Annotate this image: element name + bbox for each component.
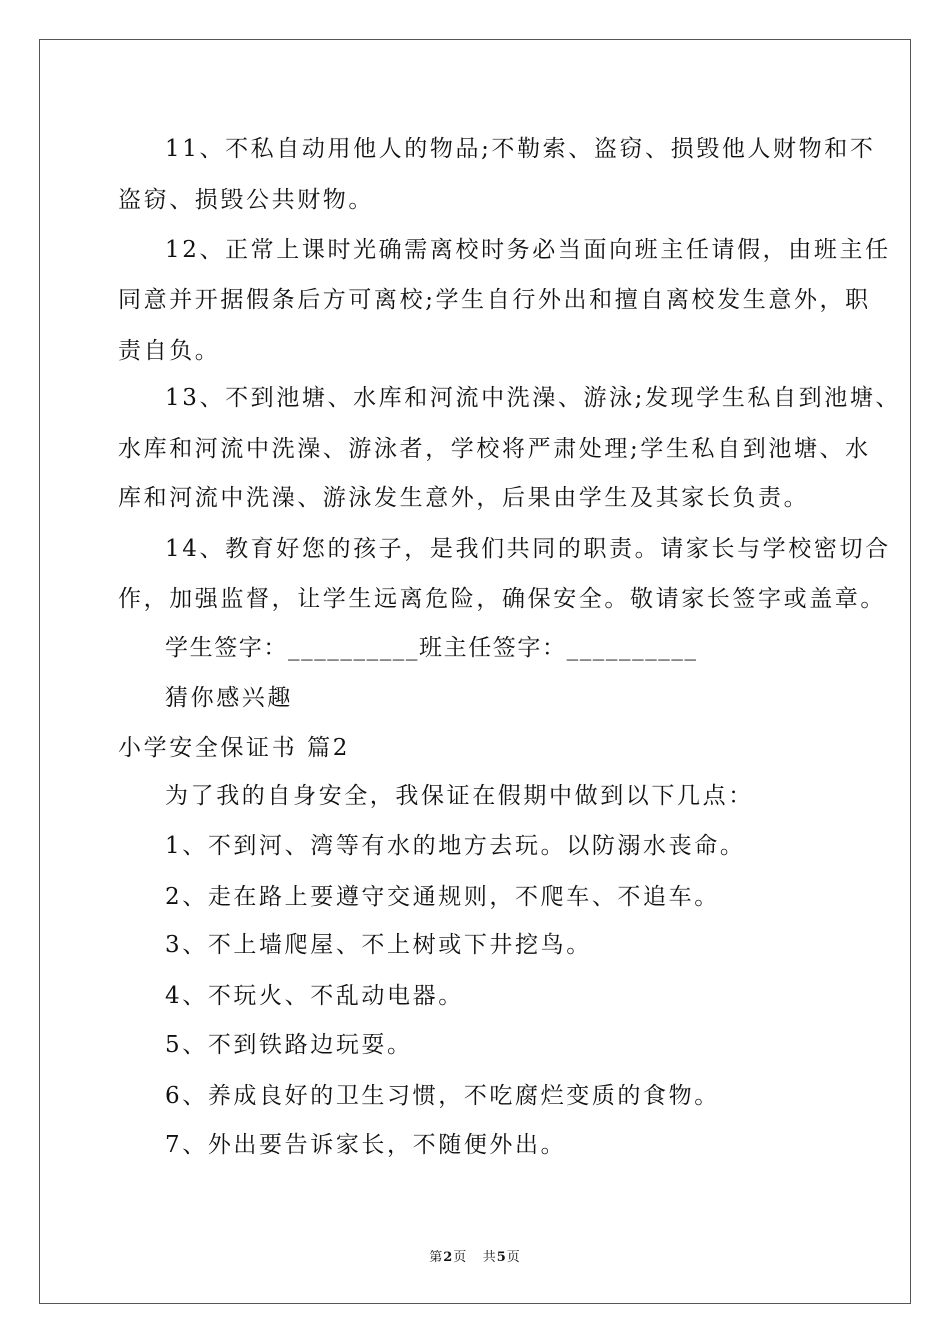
paragraph-line: 同意并开据假条后方可离校;学生自行外出和擅自离校发生意外，职 <box>118 287 871 313</box>
paragraph-line: 库和河流中洗澡、游泳发生意外，后果由学生及其家长负责。 <box>118 485 810 511</box>
paragraph-line: 为了我的自身安全，我保证在假期中做到以下几点： <box>165 783 754 809</box>
list-item: 1、不到河、湾等有水的地方去玩。以防溺水丧命。 <box>165 833 746 859</box>
paragraph-line: 14、教育好您的孩子，是我们共同的职责。请家长与学校密切合 <box>165 536 891 562</box>
page-footer <box>0 1246 950 1265</box>
list-item: 5、不到铁路边玩耍。 <box>165 1032 413 1058</box>
paragraph-line: 11、不私自动用他人的物品;不勒索、盗窃、损毁他人财物和不 <box>165 136 876 162</box>
list-item: 2、走在路上要遵守交通规则，不爬车、不追车。 <box>165 884 720 910</box>
total-pages: 5 <box>496 1250 507 1265</box>
paragraph-line: 责自负。 <box>118 338 221 364</box>
section-label: 猜你感兴趣 <box>165 685 293 711</box>
total-prefix: 共 <box>482 1250 497 1265</box>
total-suffix: 页 <box>506 1250 521 1265</box>
signature-line: 学生签字：__________班主任签字：__________ <box>165 635 698 661</box>
paragraph-line: 12、正常上课时光确需离校时务必当面向班主任请假，由班主任 <box>165 237 891 263</box>
list-item: 3、不上墙爬屋、不上树或下井挖鸟。 <box>165 932 592 958</box>
list-item: 6、养成良好的卫生习惯，不吃腐烂变质的食物。 <box>165 1083 720 1109</box>
paragraph-line: 13、不到池塘、水库和河流中洗澡、游泳;发现学生私自到池塘、 <box>165 385 902 411</box>
list-item: 7、外出要告诉家长，不随便外出。 <box>165 1132 567 1158</box>
paragraph-line: 盗窃、损毁公共财物。 <box>118 187 374 213</box>
page-number: 2 <box>443 1250 454 1265</box>
page-label-prefix: 第 <box>429 1250 444 1265</box>
list-item: 4、不玩火、不乱动电器。 <box>165 983 464 1009</box>
section-title: 小学安全保证书 篇2 <box>118 735 350 761</box>
paragraph-line: 作，加强监督，让学生远离危险，确保安全。敬请家长签字或盖章。 <box>118 586 886 612</box>
page-frame <box>39 39 911 1304</box>
paragraph-line: 水库和河流中洗澡、游泳者，学校将严肃处理;学生私自到池塘、水 <box>118 436 871 462</box>
page-label-suffix: 页 <box>453 1250 468 1265</box>
